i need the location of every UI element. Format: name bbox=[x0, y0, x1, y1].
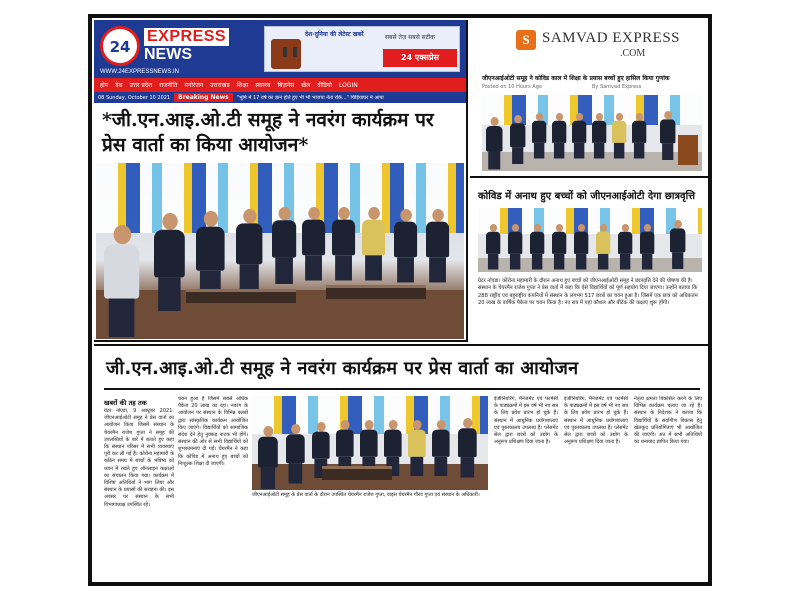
seated-guest bbox=[574, 224, 588, 270]
coffee-table bbox=[322, 466, 392, 480]
current-date: 08 Sunday, October 10 2021 bbox=[98, 94, 171, 101]
ad-text: देश-दुनिया की लेटेस्ट खबरें bbox=[305, 31, 364, 38]
site-url: WWW.24EXPRESSNEWS.IN bbox=[100, 69, 180, 75]
seated-guest bbox=[510, 115, 525, 164]
seated-guest bbox=[362, 207, 385, 281]
photo-caption: जीएनआईओटी समूह के प्रेस वार्ता के दौरान उपस्थित चेयरमैन राजेश गुप्ता, वाइस चेयरमैन गौरव गुप्ता एवं संस्थान के अधिकारी। bbox=[252, 492, 480, 498]
logo-word-news: NEWS bbox=[144, 46, 192, 63]
ticker-text[interactable]: "भूमि में 17 वर्ष का ज्ञान होते हुए भी भी भाजपा नेता रोके..." चिड़ियाघर में आया bbox=[236, 94, 384, 101]
article-column: इंजीनियरिंग, मैनेजमेंट एवं फार्मेसी के पाठ्यक्रमों में इस वर्ष भी नए सत्र के लिए प्रवेश प्रारंभ हो चुके हैं। संस्थान में आधुनिक प्रयोगशालाएं एवं पुस्तकालय उपलब्ध हैं। प्लेसमेंट सेल द्वारा छात्रों को उद्योग के अनुरूप प्रशिक्षण दिया जाता है। bbox=[564, 396, 628, 446]
samvad-press-photo bbox=[482, 95, 702, 171]
express-news-nav bbox=[94, 78, 466, 92]
seated-guest bbox=[532, 113, 546, 159]
seated-guest bbox=[272, 207, 296, 284]
seated-guest bbox=[258, 426, 278, 489]
seated-guest bbox=[408, 420, 426, 476]
podium-icon bbox=[271, 39, 301, 69]
samvad-domain: .COM bbox=[620, 48, 646, 59]
ad-subtext: सबसे तेज़ सबसे सटीक bbox=[385, 34, 435, 41]
seated-guest bbox=[154, 213, 185, 311]
seated-guest bbox=[286, 424, 305, 484]
kovid-headline: कोविड में अनाथ हुए बच्चों को जीएनआईओटी देगा छात्रवृत्ति bbox=[478, 191, 696, 202]
press-conference-photo bbox=[96, 163, 464, 339]
seated-guest bbox=[432, 420, 450, 476]
seated-guest bbox=[104, 225, 139, 337]
logo-word-express: EXPRESS bbox=[144, 28, 229, 46]
nav-item-education[interactable]: शिक्षा bbox=[236, 82, 249, 89]
nav-item-video[interactable]: वीडियो bbox=[317, 82, 332, 89]
nav-item-politics[interactable]: राजनीति bbox=[159, 82, 178, 89]
samvad-article-title[interactable]: जीएनआईओटी समूह ने कोविड काल में शिक्षा के प्रयास बच्चों हुए हासिल किया गुणांक bbox=[482, 75, 670, 82]
breaking-news-bar bbox=[94, 92, 466, 103]
nav-item-entertainment[interactable]: मनोरंजन bbox=[184, 82, 204, 89]
article-column: ग्रेटर नोएडा, 9 अक्टूबर 2021. जीएनआईओटी समूह ने प्रेस वार्ता का आयोजन किया जिसमें संस्थान के चेयरमैन राजेश गुप्ता ने समूह की उपलब्धियों के बारे में बताते हुए कहा कि संस्थान परिसर में सभी व्यवस्थाएं पूरी कर ली गई हैं। कोरोना महामारी के कठिन समय में बच्चों के भविष्य को ध्यान में रखते हुए ऑनलाइन कक्षाओं का संचालन किया गया। कार्यक्रम में विशिष्ट अतिथियों ने भाग लिया और संस्थान के प्रयासों की सराहना की। इस अवसर पर संस्थान के सभी विभागाध्यक्ष उपस्थित रहे। bbox=[104, 408, 174, 508]
samvad-express-clipping bbox=[470, 20, 710, 178]
posted-time: Posted on 10 Hours Ago bbox=[482, 84, 542, 90]
nav-item-uttarakhand[interactable]: उत्तराखंड bbox=[210, 82, 230, 89]
standing-speaker bbox=[660, 111, 675, 160]
seated-guest bbox=[596, 224, 610, 270]
seated-guest bbox=[552, 113, 566, 159]
ad-badge: 24 एक्सप्रेस bbox=[383, 49, 457, 67]
banner-advertisement bbox=[264, 26, 460, 72]
article-column: चयन हुआ है जिसमें सबसे अधिक पैकेज 20 लाख का रहा। नवरंग के आयोजन पर संस्थान के विभिन्न क्लबों द्वारा सांस्कृतिक कार्यक्रम आयोजित किए जाएंगे। विद्यार्थियों को सामाजिक संदेश देने हेतु नुक्कड़ नाटक भी होंगे। संस्थान की ओर से सभी विद्यार्थियों को शुभकामनाएं दी गईं। चेयरमैन ने कहा कि कोविड में अनाथ हुए बच्चों को निःशुल्क शिक्षा दी जाएगी। bbox=[178, 396, 248, 467]
seated-guest bbox=[486, 224, 500, 270]
express-news-logo bbox=[100, 26, 140, 66]
standing-speaker bbox=[670, 220, 685, 269]
seated-guest bbox=[302, 207, 325, 281]
seated-guest bbox=[394, 209, 417, 283]
samvad-name: SAMVAD EXPRESS bbox=[542, 30, 681, 46]
express-news-clipping bbox=[94, 20, 468, 342]
kovid-body-text: ग्रेटर नोएडा। कोरोना महामारी के दौरान अनाथ हुए बच्चों को जीएनआईओटी समूह ने छात्रवृत्ति देने की घोषणा की है। संस्थान के चेयरमैन राजेश गुप्ता ने प्रेस वार्ता में कहा कि ऐसे विद्यार्थियों को पूर्ण सहयोग दिया जाएगा। उन्होंने बताया कि 288 राष्ट्रीय एवं बहुराष्ट्रीय कंपनियों में संस्थान के लगभग 517 छात्रों का चयन हुआ है। जिसमें एक छात्र को अधिकतम 20 लाख के वार्षिक पैकेज पर चयन किया है। नए सत्र में यहां कौशल और बीटेक की कक्षाएं शुरू होंगी। bbox=[478, 278, 698, 307]
newspaper-clipping bbox=[94, 344, 710, 584]
seated-guest bbox=[552, 224, 566, 270]
seated-guest bbox=[458, 418, 477, 478]
nav-item-sports[interactable]: खेल bbox=[301, 82, 311, 89]
seated-guest bbox=[508, 224, 522, 270]
article-column: इंजीनियरिंग, मैनेजमेंट एवं फार्मेसी के पाठ्यक्रमों में इस वर्ष भी नए सत्र के लिए प्रवेश प्रारंभ हो चुके हैं। संस्थान में आधुनिक प्रयोगशालाएं एवं पुस्तकालय उपलब्ध हैं। प्लेसमेंट सेल द्वारा छात्रों को उद्योग के अनुरूप प्रशिक्षण दिया जाता है। bbox=[494, 396, 558, 446]
breaking-news-label: Breaking News bbox=[174, 93, 233, 102]
logo-letter: S bbox=[522, 32, 530, 47]
nav-item-login[interactable]: LOGIN bbox=[338, 81, 358, 89]
seated-guest bbox=[486, 117, 503, 170]
seated-guest bbox=[426, 209, 449, 283]
express-news-headline: *जी.एन.आइ.ओ.टी समूह ने नवरंग कार्यक्रम पर प्रेस वार्ता का किया आयोजन* bbox=[102, 109, 434, 156]
seated-guest bbox=[572, 113, 586, 159]
newspaper-press-photo bbox=[252, 396, 488, 490]
seated-guest bbox=[236, 209, 262, 293]
seated-guest bbox=[632, 113, 646, 159]
kovid-press-photo bbox=[478, 208, 702, 272]
express-news-banner bbox=[94, 20, 466, 78]
seated-guest bbox=[592, 113, 606, 159]
seated-guest bbox=[618, 224, 632, 270]
nav-item-health[interactable]: स्वास्थ्य bbox=[255, 82, 271, 89]
podium bbox=[678, 135, 698, 165]
clippings-collage bbox=[88, 14, 712, 586]
nav-item-country[interactable]: देश bbox=[115, 82, 123, 89]
seated-guest bbox=[612, 113, 626, 159]
article-column: नेतृत्व क्षमता विकसित करने के लिए विभिन्न कार्यक्रम चलाए जा रहे हैं। संस्थान के निदेशक ने बताया कि विद्यार्थियों के सर्वांगीण विकास हेतु खेलकूद प्रतियोगिताएं भी आयोजित की जाएंगी। अंत में सभी अतिथियों का धन्यवाद ज्ञापित किया गया। bbox=[634, 396, 702, 446]
seated-guest bbox=[640, 224, 654, 270]
article-meta bbox=[482, 84, 706, 90]
samvad-logo-icon bbox=[516, 30, 536, 50]
microphone-icon bbox=[293, 47, 297, 57]
article-author[interactable]: By Samvad Express bbox=[591, 84, 642, 90]
newspaper-headline: जी.एन.आइ.ओ.टी समूह ने नवरंग कार्यक्रम पर प्रेस वार्ता का आयोजन bbox=[106, 358, 579, 379]
newspaper-dateline: खबरों की तह तक bbox=[104, 399, 147, 407]
microphone-icon bbox=[283, 47, 287, 57]
coffee-table bbox=[326, 285, 426, 299]
seated-guest bbox=[332, 207, 355, 281]
nav-item-business[interactable]: बिज़नेस bbox=[277, 82, 295, 89]
nav-item-home[interactable]: होम bbox=[100, 82, 109, 89]
nav-item-up[interactable]: उत्तर प्रदेश bbox=[129, 82, 153, 89]
headline-rule bbox=[104, 388, 700, 390]
logo-number: 24 bbox=[109, 38, 131, 56]
kovid-scholarship-clipping bbox=[470, 180, 710, 342]
seated-guest bbox=[530, 224, 544, 270]
coffee-table bbox=[186, 289, 296, 303]
